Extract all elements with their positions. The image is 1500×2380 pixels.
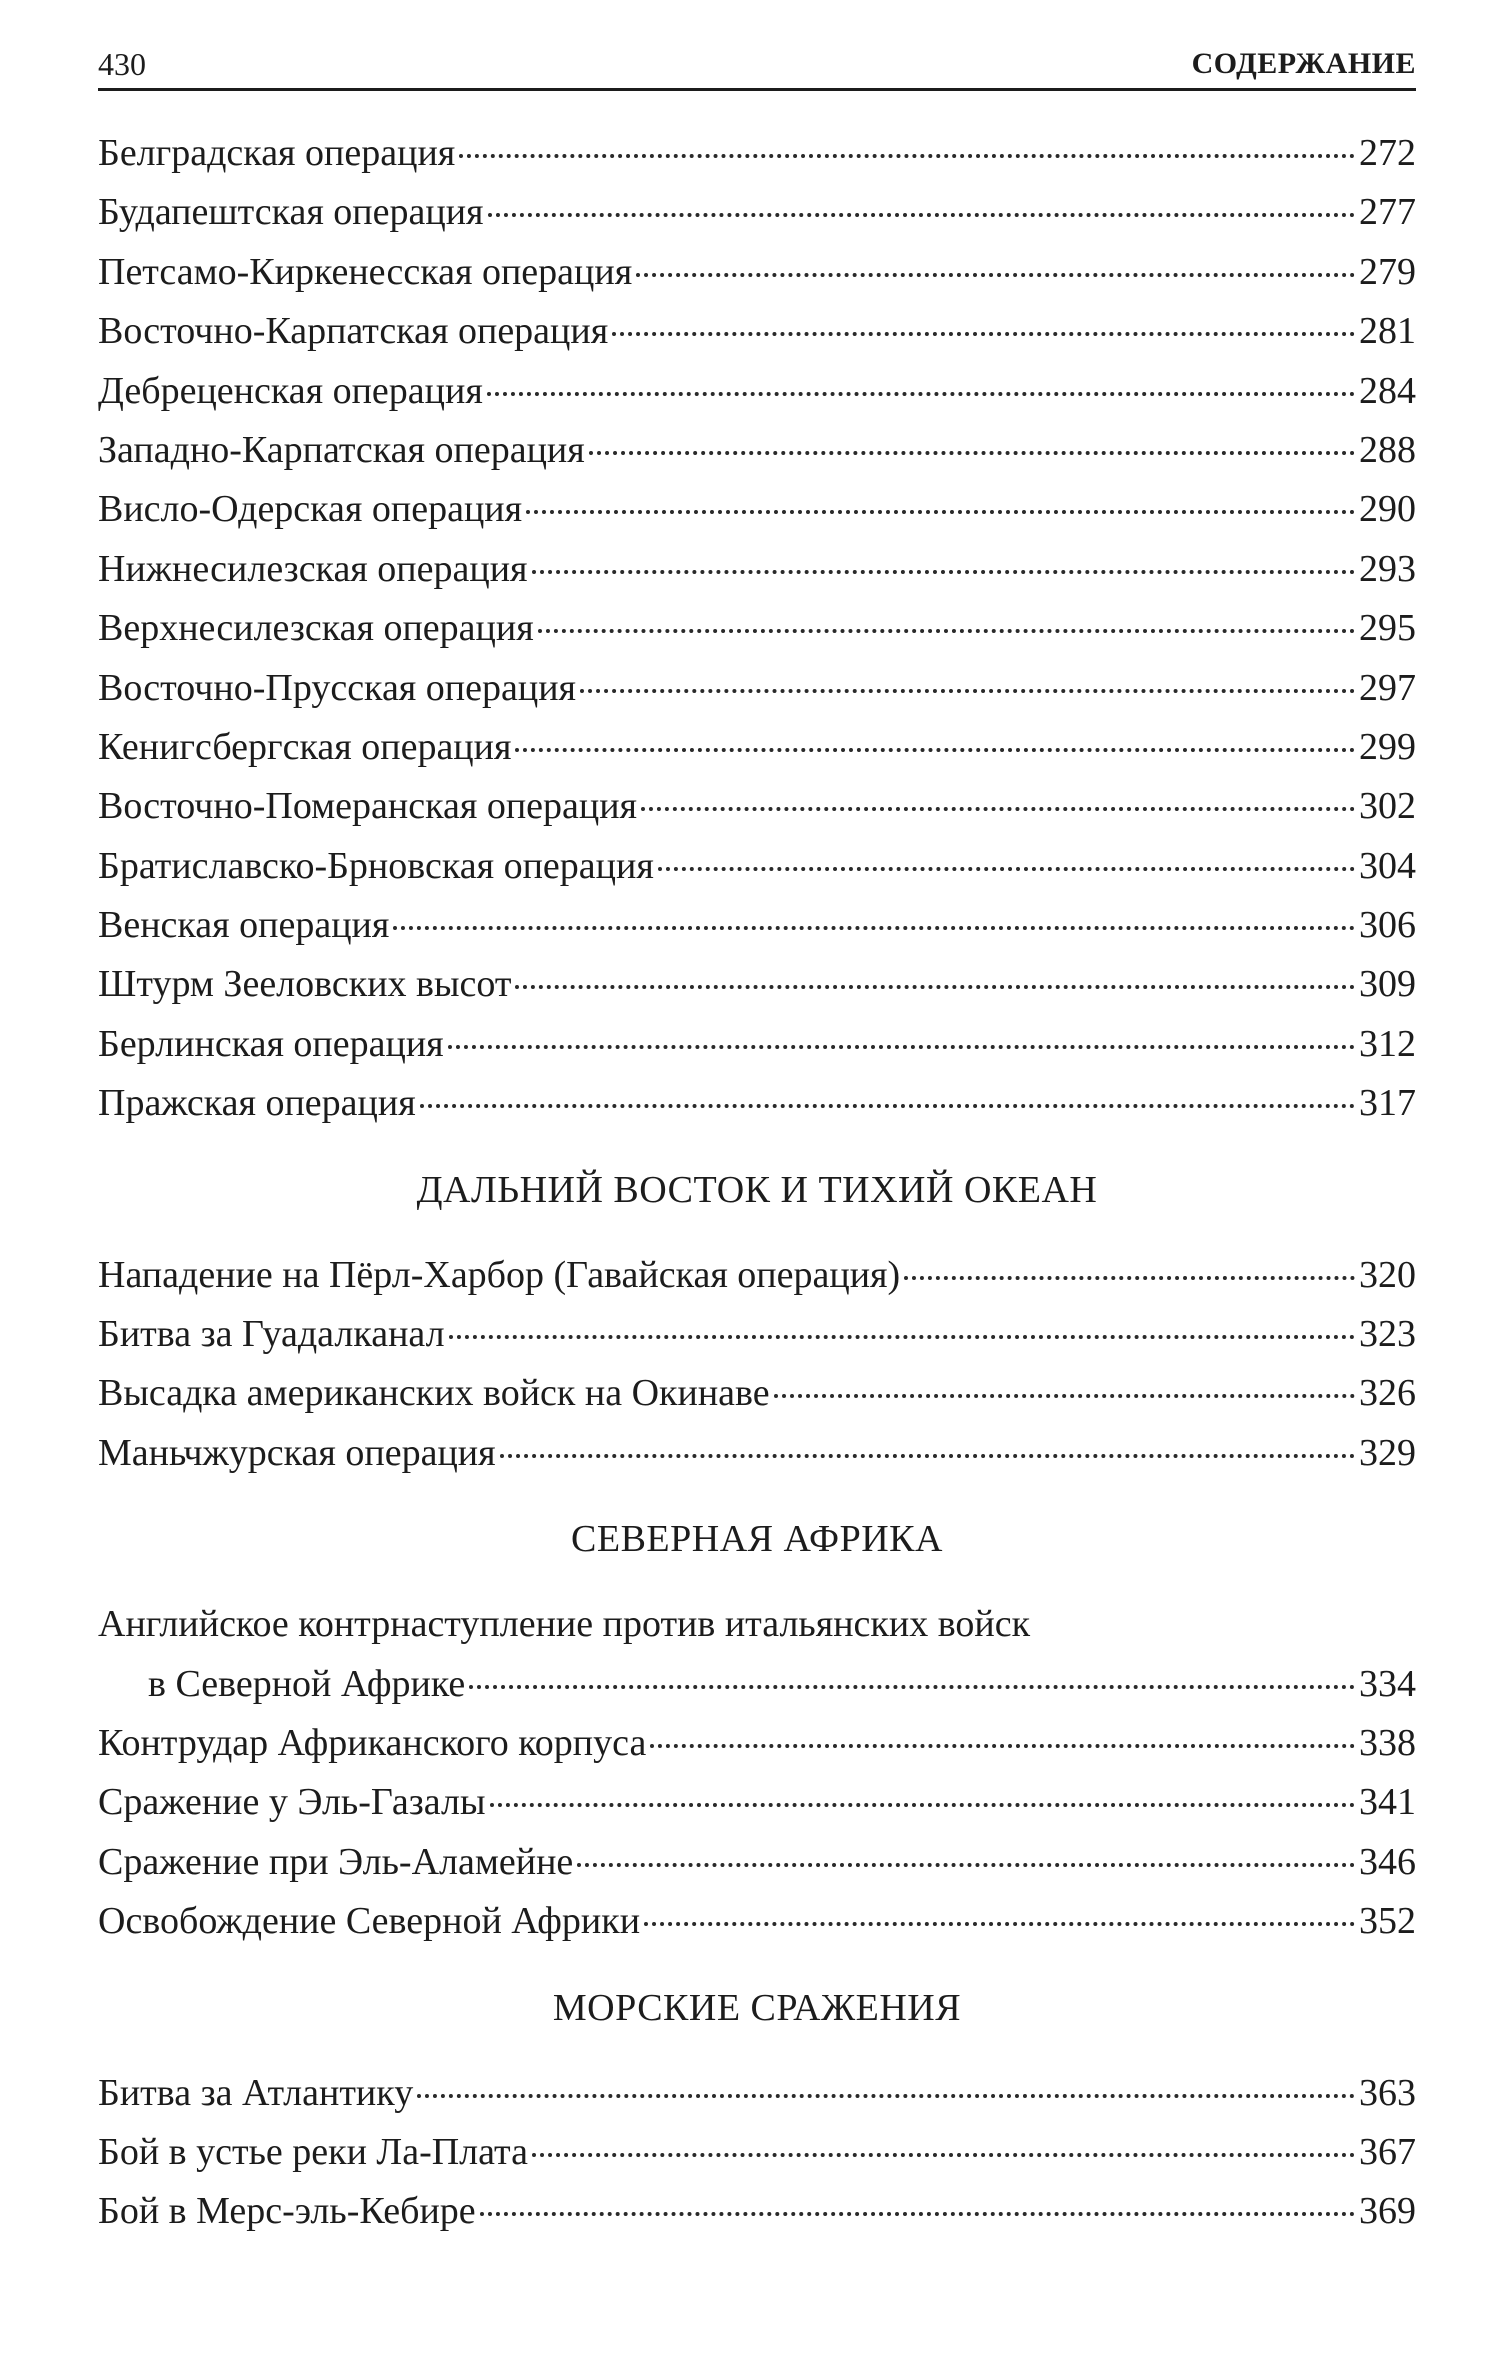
dot-leader (532, 570, 1355, 574)
dot-leader (644, 1922, 1355, 1926)
toc-entry[interactable] (98, 124, 1416, 183)
toc-entry[interactable] (98, 718, 1416, 777)
toc-entry-page: 367 (1359, 2130, 1416, 2173)
toc-entry-title: Пражская операция (98, 1082, 416, 1125)
toc-entry[interactable] (98, 243, 1416, 302)
toc-entry-page: 323 (1359, 1313, 1416, 1356)
toc-entry[interactable] (98, 1424, 1416, 1483)
toc-entry-page: 338 (1359, 1721, 1416, 1764)
toc-entry-page: 329 (1359, 1431, 1416, 1474)
dot-leader (904, 1276, 1355, 1280)
toc-entry[interactable] (98, 2123, 1416, 2182)
toc-entry-title: Битва за Атлантику (98, 2071, 414, 2114)
toc-entry-page: 304 (1359, 844, 1416, 887)
toc-entry-page: 341 (1359, 1781, 1416, 1824)
toc-entry-page: 363 (1359, 2071, 1416, 2114)
dot-leader (577, 1863, 1355, 1867)
table-of-contents (98, 124, 1416, 2242)
toc-entry-title: Венская операция (98, 904, 390, 947)
toc-entry[interactable] (98, 1773, 1416, 1832)
toc-entry-title: Освобождение Северной Африки (98, 1900, 641, 1943)
toc-entry-title: Будапештская операция (98, 191, 484, 234)
toc-entry-page: 284 (1359, 369, 1416, 412)
toc-entry-title: Высадка американских войск на Окинаве (98, 1372, 770, 1415)
toc-entry-page: 279 (1359, 250, 1416, 293)
toc-entry-title: Восточно-Померанская операция (98, 785, 638, 828)
toc-entry-page: 302 (1359, 785, 1416, 828)
running-head (98, 44, 1416, 91)
toc-entry[interactable] (98, 1714, 1416, 1773)
toc-entry[interactable] (98, 1833, 1416, 1892)
dot-leader (469, 1685, 1355, 1689)
toc-entry-title: Берлинская операция (98, 1022, 444, 1065)
toc-entry[interactable] (98, 777, 1416, 836)
toc-entry-page: 369 (1359, 2190, 1416, 2233)
dot-leader (774, 1394, 1355, 1398)
toc-entry-title: Битва за Гуадалканал (98, 1313, 445, 1356)
toc-entry-title-continued: в Северной Африке (148, 1662, 466, 1705)
toc-entry[interactable] (98, 1595, 1416, 1714)
dot-leader (589, 451, 1355, 455)
toc-entry-continuation (98, 1655, 1416, 1714)
toc-entry-page: 272 (1359, 132, 1416, 174)
dot-leader (490, 1803, 1356, 1807)
dot-leader (580, 689, 1355, 693)
toc-entry[interactable] (98, 480, 1416, 539)
toc-entry[interactable] (98, 1074, 1416, 1133)
dot-leader (515, 985, 1355, 989)
toc-entry-page: 293 (1359, 547, 1416, 590)
toc-entry-page: 326 (1359, 1372, 1416, 1415)
dot-leader (488, 213, 1355, 217)
toc-entry[interactable] (98, 362, 1416, 421)
toc-entry-title: Белградская операция (98, 132, 456, 174)
toc-entry[interactable] (98, 2182, 1416, 2241)
dot-leader (393, 926, 1355, 930)
toc-entry-title: Бой в Мерс-эль-Кебире (98, 2190, 476, 2233)
toc-entry[interactable] (98, 599, 1416, 658)
toc-entry-page: 320 (1359, 1253, 1416, 1296)
toc-entry[interactable] (98, 896, 1416, 955)
dot-leader (487, 392, 1355, 396)
dot-leader (459, 154, 1355, 158)
dot-leader (515, 748, 1355, 752)
toc-entry-title: Верхнесилезская операция (98, 607, 534, 650)
section-heading: МОРСКИЕ СРАЖЕНИЯ (552, 1986, 962, 2029)
section-heading: СЕВЕРНАЯ АФРИКА (571, 1518, 943, 1561)
toc-entry-title: Дебреценская операция (98, 369, 483, 412)
dot-leader (636, 273, 1355, 277)
toc-entry-title: Нападение на Пёрл-Харбор (Гавайская операция) (98, 1253, 901, 1296)
toc-entry-page: 288 (1359, 428, 1416, 471)
toc-entry-page: 290 (1359, 488, 1416, 531)
toc-entry[interactable] (98, 1364, 1416, 1423)
toc-entry-title: Кенигсбергская операция (98, 725, 512, 768)
dot-leader (448, 1045, 1355, 1049)
dot-leader (417, 2094, 1355, 2098)
toc-entry-title: Маньчжурская операция (98, 1431, 496, 1474)
toc-entry[interactable] (98, 2064, 1416, 2123)
toc-entry-page: 281 (1359, 310, 1416, 353)
toc-entry-page: 306 (1359, 904, 1416, 947)
dot-leader (420, 1104, 1355, 1108)
dot-leader (480, 2212, 1355, 2216)
section-heading: ДАЛЬНИЙ ВОСТОК И ТИХИЙ ОКЕАН (416, 1168, 1098, 1211)
toc-entry-title: Английское контрнаступление против итальянских войск (98, 1603, 1031, 1646)
toc-entry-title: Сражение у Эль-Газалы (98, 1781, 486, 1824)
toc-entry[interactable] (98, 1892, 1416, 1951)
toc-entry[interactable] (98, 302, 1416, 361)
toc-entry-page: 346 (1359, 1840, 1416, 1883)
running-title: СОДЕРЖАНИЕ (1191, 47, 1416, 80)
toc-entry-page: 309 (1359, 963, 1416, 1006)
toc-entry-title: Западно-Карпатская операция (98, 428, 585, 471)
toc-entry[interactable] (98, 540, 1416, 599)
toc-entry-title: Братиславско-Брновская операция (98, 844, 654, 887)
dot-leader (449, 1335, 1355, 1339)
toc-entry-title: Сражение при Эль-Аламейне (98, 1840, 574, 1883)
dot-leader (500, 1454, 1355, 1458)
toc-entry-page: 277 (1359, 191, 1416, 234)
toc-entry[interactable] (98, 1246, 1416, 1305)
dot-leader (641, 807, 1355, 811)
toc-entry-title: Бой в устье реки Ла-Плата (98, 2130, 528, 2173)
toc-entry-title: Висло-Одерская операция (98, 488, 523, 531)
toc-entry[interactable] (98, 955, 1416, 1014)
toc-entry-page: 299 (1359, 725, 1416, 768)
toc-entry-page: 334 (1359, 1662, 1416, 1705)
toc-entry[interactable] (98, 421, 1416, 480)
toc-entry-title: Нижнесилезская операция (98, 547, 528, 590)
dot-leader (658, 867, 1355, 871)
page-number: 430 (98, 46, 146, 82)
toc-entry[interactable] (98, 1305, 1416, 1364)
toc-entry-title: Штурм Зееловских высот (98, 963, 512, 1006)
toc-entry[interactable] (98, 183, 1416, 242)
toc-entry-title: Восточно-Карпатская операция (98, 310, 609, 353)
dot-leader (612, 332, 1355, 336)
toc-entry-page: 312 (1359, 1022, 1416, 1065)
toc-entry-title: Петсамо-Киркенесская операция (98, 250, 633, 293)
toc-entry-page: 317 (1359, 1082, 1416, 1125)
toc-entry-title: Контрудар Африканского корпуса (98, 1721, 647, 1764)
toc-entry[interactable] (98, 837, 1416, 896)
dot-leader (650, 1744, 1355, 1748)
dot-leader (532, 2153, 1355, 2157)
toc-entry-page: 297 (1359, 666, 1416, 709)
toc-entry[interactable] (98, 1015, 1416, 1074)
toc-entry[interactable] (98, 659, 1416, 718)
dot-leader (538, 629, 1355, 633)
dot-leader (526, 510, 1355, 514)
toc-entry-page: 352 (1359, 1900, 1416, 1943)
toc-entry-title: Восточно-Прусская операция (98, 666, 577, 709)
toc-entry-page: 295 (1359, 607, 1416, 650)
